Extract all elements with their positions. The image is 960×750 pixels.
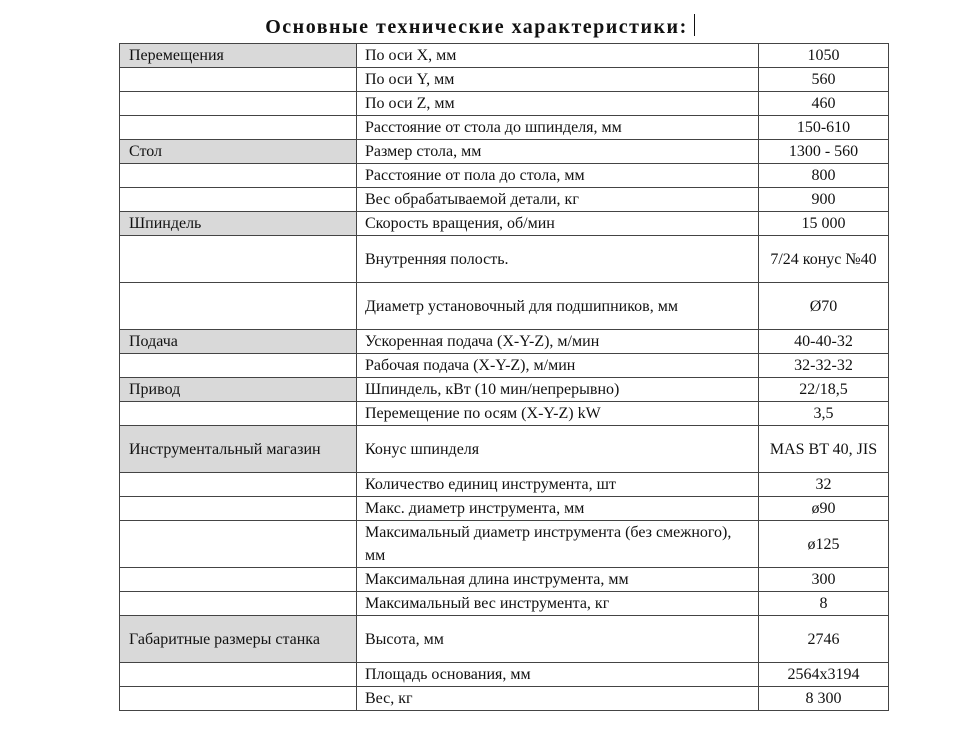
value-cell: Ø70 [759,283,889,330]
section-cell [120,663,357,687]
value-cell: 1300 - 560 [759,140,889,164]
table-row [120,402,889,426]
section-cell [120,188,357,212]
table-row [120,354,889,378]
section-cell [120,116,357,140]
section-cell [120,354,357,378]
param-cell: Площадь основания, мм [357,663,759,687]
value-cell: 1050 [759,44,889,68]
table-row [120,592,889,616]
value-cell: 2746 [759,616,889,663]
value-cell: 800 [759,164,889,188]
table-row [120,663,889,687]
section-cell: Привод [120,378,357,402]
section-cell: Перемещения [120,44,357,68]
section-cell [120,568,357,592]
table-row [120,497,889,521]
value-cell: 22/18,5 [759,378,889,402]
value-cell: 32-32-32 [759,354,889,378]
document-title-text: Основные технические характеристики: [265,16,688,38]
table-row [120,44,889,68]
param-cell: Вес, кг [357,687,759,711]
section-cell [120,92,357,116]
table-row [120,92,889,116]
table-row [120,687,889,711]
value-cell: 560 [759,68,889,92]
section-cell [120,473,357,497]
section-cell: Габаритные размеры станка [120,616,357,663]
text-cursor [694,14,695,36]
param-cell: Размер стола, мм [357,140,759,164]
value-cell: 8 [759,592,889,616]
section-cell: Стол [120,140,357,164]
table-row [120,116,889,140]
table-row [120,164,889,188]
table-row [120,212,889,236]
value-cell: 460 [759,92,889,116]
value-cell: ø125 [759,521,889,568]
param-cell: Максимальная длина инструмента, мм [357,568,759,592]
param-cell: Максимальный вес инструмента, кг [357,592,759,616]
section-cell [120,687,357,711]
param-cell: Перемещение по осям (X-Y-Z) kW [357,402,759,426]
document-title [0,14,960,39]
section-cell [120,521,357,568]
table-row [120,283,889,330]
section-cell [120,236,357,283]
param-cell: По оси X, мм [357,44,759,68]
value-cell: 2564x3194 [759,663,889,687]
value-cell: 150-610 [759,116,889,140]
section-cell: Подача [120,330,357,354]
param-cell: По оси Z, мм [357,92,759,116]
param-cell: Шпиндель, кВт (10 мин/непрерывно) [357,378,759,402]
param-cell: Высота, мм [357,616,759,663]
section-cell [120,68,357,92]
section-cell [120,283,357,330]
table-row [120,140,889,164]
param-cell: Количество единиц инструмента, шт [357,473,759,497]
table-row [120,521,889,568]
section-cell [120,164,357,188]
section-cell [120,497,357,521]
value-cell: ø90 [759,497,889,521]
table-row [120,188,889,212]
param-cell: Расстояние от стола до шпинделя, мм [357,116,759,140]
value-cell: 3,5 [759,402,889,426]
table-row [120,473,889,497]
section-cell: Шпиндель [120,212,357,236]
value-cell: 40-40-32 [759,330,889,354]
param-cell: Максимальный диаметр инструмента (без смежного), мм [357,521,759,568]
table-row [120,426,889,473]
section-cell: Инструментальный магазин [120,426,357,473]
table-row [120,568,889,592]
param-cell: По оси Y, мм [357,68,759,92]
value-cell: MAS BT 40, JIS [759,426,889,473]
param-cell: Рабочая подача (X-Y-Z), м/мин [357,354,759,378]
param-cell: Макс. диаметр инструмента, мм [357,497,759,521]
param-cell: Конус шпинделя [357,426,759,473]
value-cell: 8 300 [759,687,889,711]
value-cell: 7/24 конус №40 [759,236,889,283]
table-row [120,330,889,354]
value-cell: 32 [759,473,889,497]
value-cell: 15 000 [759,212,889,236]
param-cell: Вес обрабатываемой детали, кг [357,188,759,212]
table-row [120,68,889,92]
param-cell: Скорость вращения, об/мин [357,212,759,236]
param-cell: Диаметр установочный для подшипников, мм [357,283,759,330]
table-row [120,236,889,283]
value-cell: 900 [759,188,889,212]
param-cell: Расстояние от пола до стола, мм [357,164,759,188]
specs-table [119,43,889,711]
section-cell [120,402,357,426]
param-cell: Ускоренная подача (X-Y-Z), м/мин [357,330,759,354]
value-cell: 300 [759,568,889,592]
table-row [120,616,889,663]
section-cell [120,592,357,616]
param-cell: Внутренняя полость. [357,236,759,283]
table-row [120,378,889,402]
